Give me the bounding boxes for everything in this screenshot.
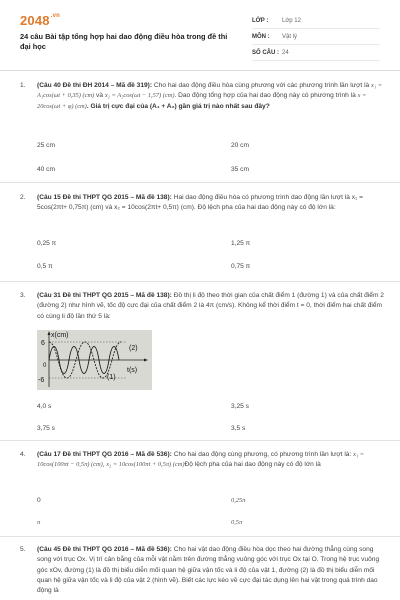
meta-key: SỐ CÂU :: [252, 49, 279, 56]
meta-row-subject: [252, 29, 380, 45]
question-3: [20, 291, 384, 322]
document-title: 24 câu Bài tập tổng hợp hai dao động điều hòa trong đề thi đại học: [20, 32, 228, 51]
y-axis-label: x(cm): [51, 332, 69, 339]
question-source: (Câu 45 Đề thi THPT QG 2016 – Mã đề 536):: [37, 546, 172, 553]
question-number: 1.: [20, 82, 26, 89]
question-number: 2.: [20, 194, 26, 201]
answer-option[interactable]: 3,25 s: [231, 403, 249, 410]
answer-option[interactable]: 25 cm: [37, 142, 55, 149]
answer-option[interactable]: 20 cm: [231, 142, 249, 149]
answer-option[interactable]: 3,75 s: [37, 425, 55, 432]
answer-option[interactable]: 1,25 π: [231, 240, 251, 247]
question-source: (Câu 40 Đề thi ĐH 2014 – Mã đề 319):: [37, 82, 153, 89]
header: [0, 0, 400, 62]
question-divider: [0, 536, 400, 537]
answer-option[interactable]: 35 cm: [231, 166, 249, 173]
curve-1-label: (1): [107, 374, 116, 381]
question-5: [20, 545, 384, 596]
question-source: (Câu 15 Đề thi THPT QG 2015 – Mã đề 138):: [37, 194, 172, 201]
meta-value: Lớp 12: [282, 17, 301, 24]
answer-option[interactable]: 4,0 s: [37, 403, 52, 410]
displacement-time-graph: [37, 330, 152, 390]
formula: x₂ = A₂cos(ωt − 1,57) (cm): [104, 92, 175, 100]
origin-label: 0: [43, 363, 47, 369]
meta-key: MÔN :: [252, 33, 270, 40]
meta-table: [252, 13, 380, 61]
answer-option[interactable]: 0,75 π: [231, 263, 251, 270]
question-text: (Câu 17 Đề thi THPT QG 2016 – Mã đề 536): Cho hai dao động cùng phương, có phương trình lần lượt là: x₁ = 10cos(100πt − 0,5π) (cm), x₂ = 10cos(100πt + 0,5π) (cm)Độ lệch pha của hai dao động này có độ lớn là: [37, 451, 365, 469]
question-number: 5.: [20, 546, 26, 553]
formula: x = 20cos(ωt + φ) (cm): [37, 92, 367, 110]
question-text: (Câu 31 Đề thi THPT QG 2015 – Mã đề 138): Đồ thị li độ theo thời gian của chất điểm 1 (đường 1) và của chất điểm 2 (đường 2) như hình vẽ, tốc độ cực đại của chất điểm 2 là 4π (cm/s). Không kể thời điểm t = 0, thời điểm hai chất điểm có cùng li độ lần thứ 5 là:: [37, 292, 384, 320]
formula: x₁ = A₁cos(ωt + 0,35) (cm): [37, 82, 383, 100]
answer-option[interactable]: 0: [37, 497, 41, 504]
meta-row-class: [252, 13, 380, 29]
question-divider: [0, 182, 400, 183]
question-source: (Câu 17 Đề thi THPT QG 2016 – Mã đề 536):: [37, 451, 172, 458]
meta-value: Vật lý: [282, 33, 298, 40]
question-divider: [0, 281, 400, 282]
question-1: [20, 81, 384, 173]
question-2: [20, 193, 384, 270]
question-text: (Câu 40 Đề thi ĐH 2014 – Mã đề 319): Cho hai dao động điều hòa cùng phương với các phương trình lần lượt là x₁ = A₁cos(ωt + 0,35) (cm) và x₂ = A₂cos(ωt − 1,57) (cm). Dao động tổng hợp của hai dao động này có phương trình là x = 20cos(ωt + φ) (cm). Giá trị cực đại của (A₁ + A₂) gần giá trị nào nhất sau đây?: [37, 82, 383, 110]
question-text: (Câu 15 Đề thi THPT QG 2015 – Mã đề 138): Hai dao động điều hòa có phương trình dao động lần lượt là x₁ = 5cos(2πt+ 0,75π) (cm) và x₂ = 10cos(2πt+ 0,5π) (cm). Độ lệch pha của hai dao động này có độ lớn là:: [37, 194, 363, 212]
y-bottom-tick: -6: [38, 377, 45, 384]
question-source: (Câu 31 Đề thi THPT QG 2015 – Mã đề 138):: [37, 292, 172, 299]
answer-option[interactable]: π: [37, 519, 41, 526]
question-4: [20, 450, 384, 526]
site-logo[interactable]: $2048^{.vn}$: [20, 13, 61, 28]
meta-value: 24: [282, 49, 289, 56]
answer-option[interactable]: 0,5 π: [37, 263, 53, 270]
meta-row-count: [252, 45, 380, 61]
answer-option[interactable]: 0,25π: [231, 497, 246, 504]
answer-option[interactable]: 40 cm: [37, 166, 55, 173]
meta-key: LỚP :: [252, 17, 269, 24]
question-divider: [0, 440, 400, 441]
question-text: (Câu 45 Đề thi THPT QG 2016 – Mã đề 536): Cho hai vật dao động điều hòa dọc theo hai đường thẳng cùng song song với trục Ox. Vị trí cân bằng của mỗi vật nằm trên đường thẳng vuông góc với trục Ox tại O. Trong hệ trục vuông góc xOv, đường (1) là đồ thị biểu diễn mối quan hệ giữa vận tốc và li độ của vật 1, đường (2) là đồ thị biểu diễn mối quan hệ giữa vận tốc và li độ của vật 2 (hình vẽ). Biết các lực kéo về cực đại tác dụng lên hai vật trong quá trình dao động là: [37, 546, 380, 595]
question-number: 3.: [20, 292, 26, 299]
formula: x₁ = 10cos(100πt − 0,5π) (cm),: [37, 451, 365, 469]
question-number: 4.: [20, 451, 26, 458]
curve-2-label: (2): [129, 345, 138, 352]
y-top-tick: 6: [41, 340, 45, 347]
t-axis-label: t(s): [127, 367, 138, 374]
answer-option[interactable]: 3,5 s: [231, 425, 246, 432]
answer-option[interactable]: 0,25 π: [37, 240, 57, 247]
answer-option[interactable]: 0,5π: [231, 519, 243, 526]
header-divider: [0, 70, 400, 71]
formula: x₂ = 10cos(100πt + 0,5π) (cm): [106, 461, 185, 469]
